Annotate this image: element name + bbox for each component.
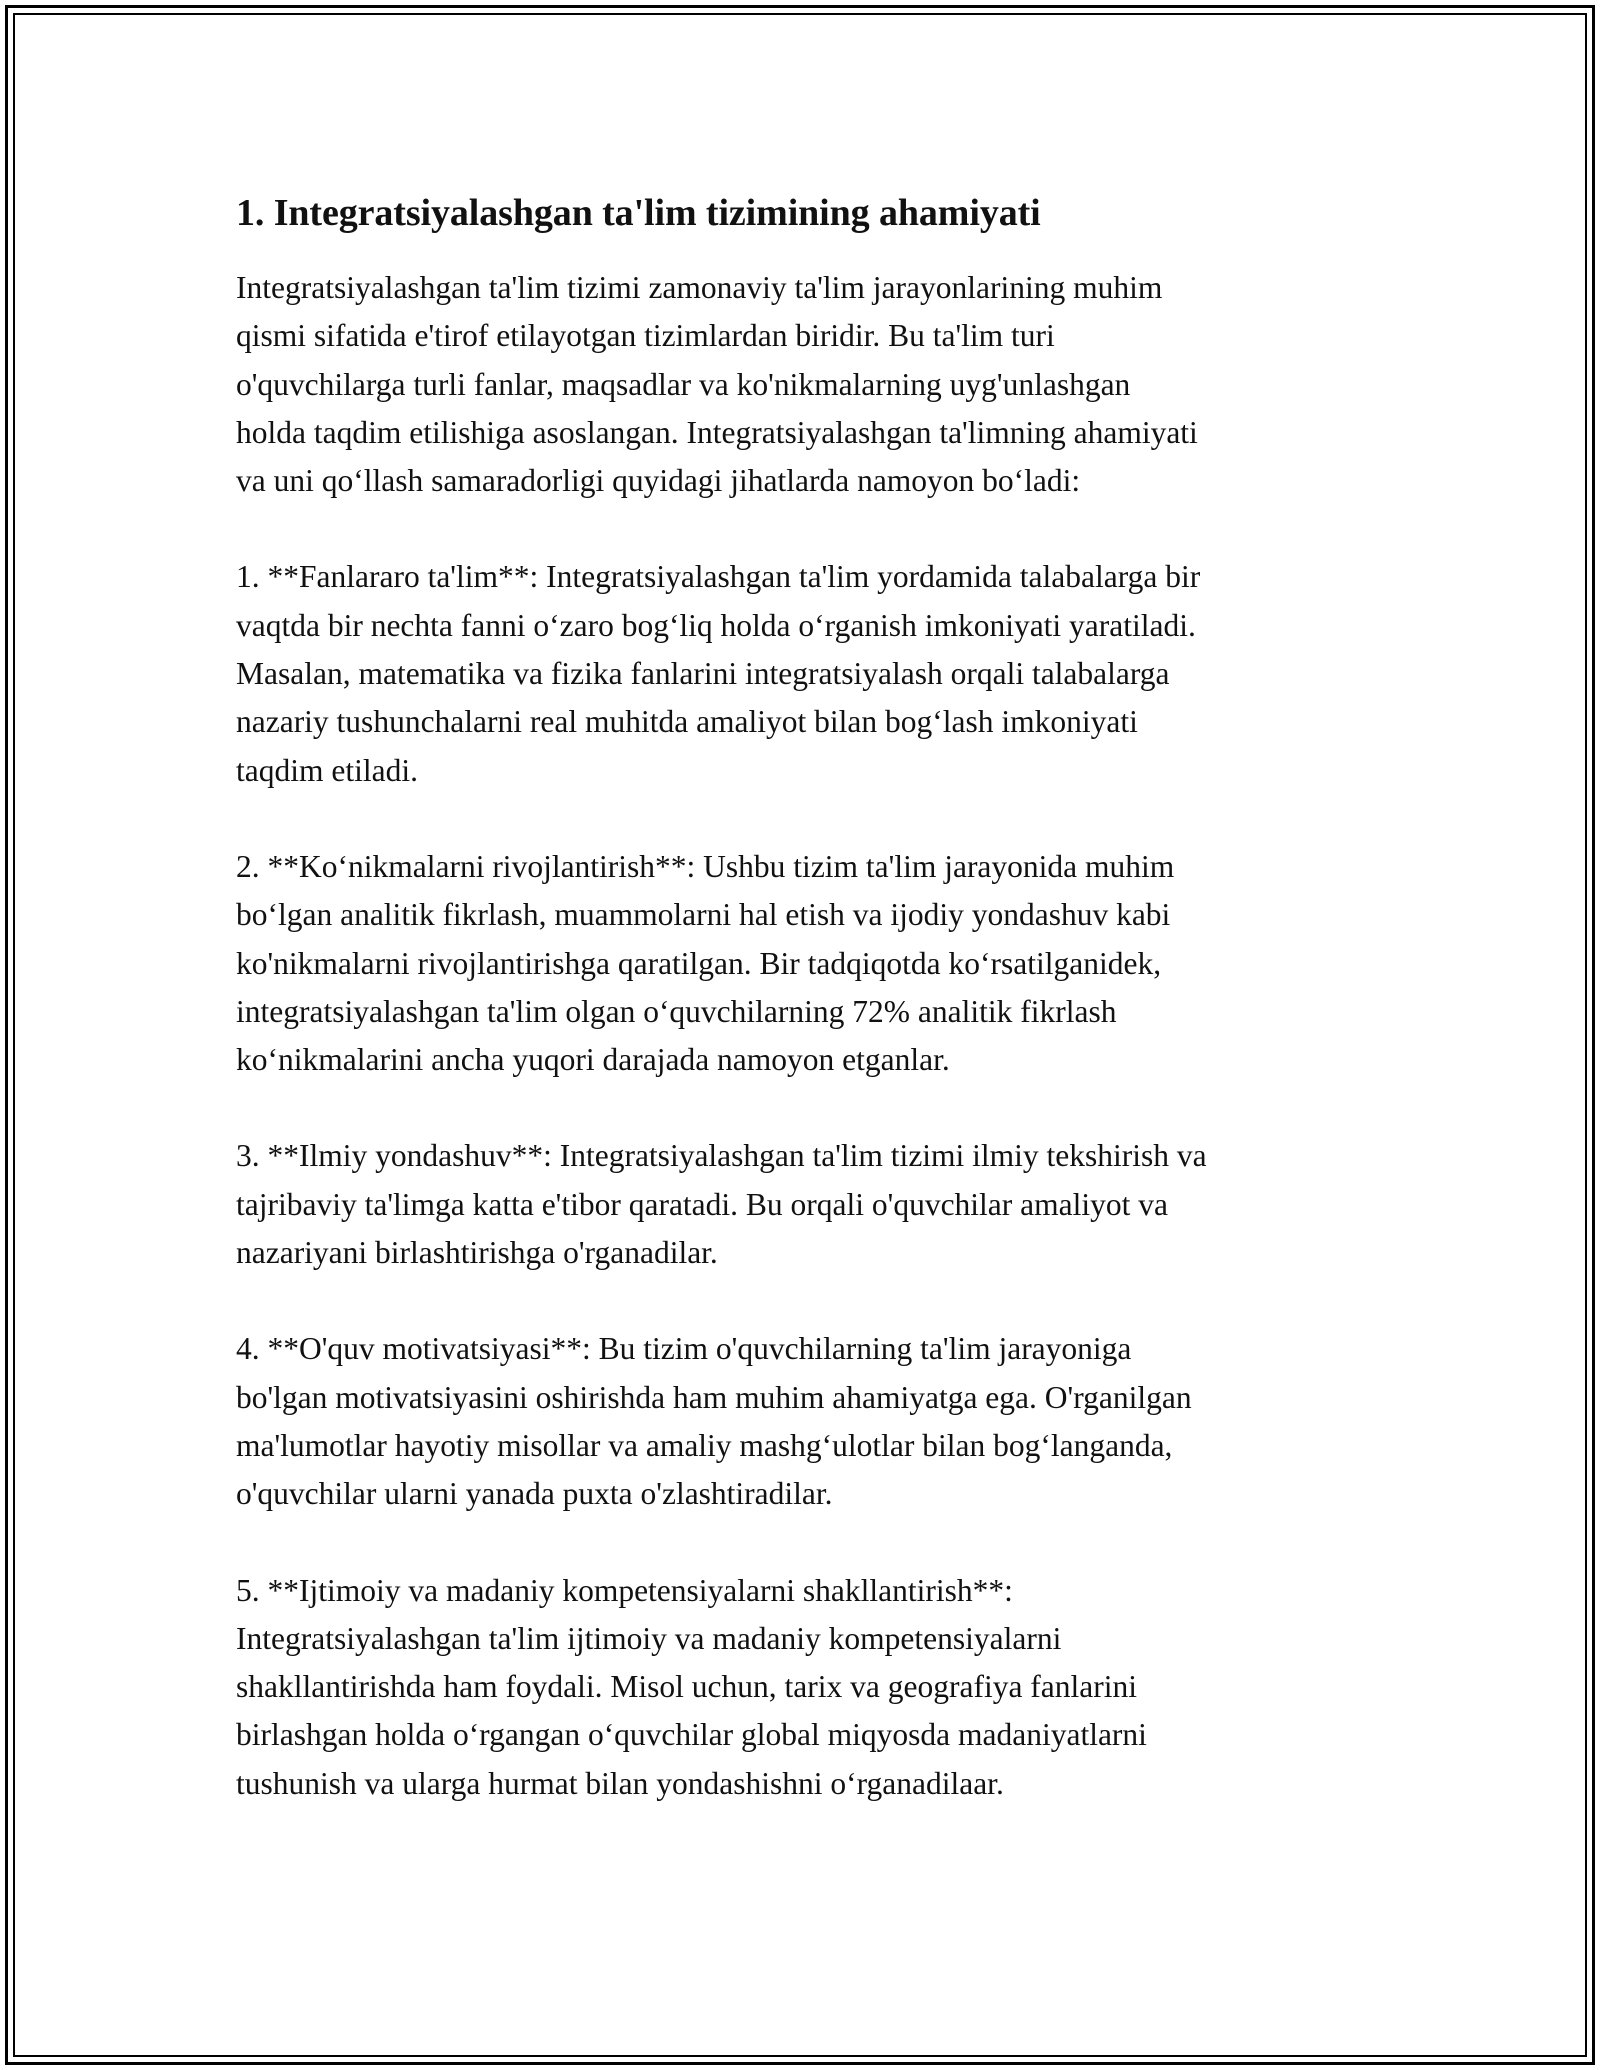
text-line: bo‘lgan analitik fikrlash, muammolarni hal etish va ijodiy yondashuv kabi (236, 897, 1171, 933)
text-line: 2. **Ko‘nikmalarni rivojlantirish**: Ushbu tizim ta'lim jarayonida muhim (236, 848, 1175, 884)
text-line: bo'lgan motivatsiyasini oshirishda ham muhim ahamiyatga ega. O'rganilgan (236, 1379, 1192, 1415)
text-line: holda taqdim etilishiga asoslangan. Integratsiyalashgan ta'limning ahamiyati (236, 414, 1198, 450)
text-line: tajribaviy ta'limga katta e'tibor qaratadi. Bu orqali o'quvchilar amaliyot va (236, 1186, 1168, 1222)
paragraph-gap (236, 1084, 1376, 1132)
text-line: 3. **Ilmiy yondashuv**: Integratsiyalashgan ta'lim tizimi ilmiy tekshirish va (236, 1138, 1207, 1174)
text-line: Masalan, matematika va fizika fanlarini integratsiyalash orqali talabalarga (236, 656, 1170, 692)
text-line: 1. **Fanlararo ta'lim**: Integratsiyalashgan ta'lim yordamida talabalarga bir (236, 559, 1201, 595)
paragraph (236, 1567, 1376, 1808)
paragraph (236, 264, 1376, 505)
paragraph-gap (236, 1519, 1376, 1567)
text-line: ma'lumotlar hayotiy misollar va amaliy mashg‘ulotlar bilan bog‘langanda, (236, 1427, 1173, 1463)
text-line: tushunish va ularga hurmat bilan yondashishni o‘rganadilaar. (236, 1765, 1004, 1801)
text-line: va uni qo‘llash samaradorligi quyidagi jihatlarda namoyon bo‘ladi: (236, 463, 1081, 499)
text-line: integratsiyalashgan ta'lim olgan o‘quvchilarning 72% analitik fikrlash (236, 993, 1117, 1029)
text-line: 4. **O'quv motivatsiyasi**: Bu tizim o'quvchilarning ta'lim jarayoniga (236, 1331, 1132, 1367)
text-line: nazariyani birlashtirishga o'rganadilar. (236, 1235, 718, 1271)
text-line: birlashgan holda o‘rgangan o‘quvchilar global miqyosda madaniyatlarni (236, 1717, 1147, 1753)
text-line: vaqtda bir nechta fanni o‘zaro bog‘liq holda o‘rganish imkoniyati yaratiladi. (236, 607, 1196, 643)
text-line: 5. **Ijtimoiy va madaniy kompetensiyalarni shakllantirish**: (236, 1572, 1013, 1608)
paragraph-gap (236, 505, 1376, 553)
section-heading: 1. Integratsiyalashgan ta'lim tizimining ahamiyati (236, 192, 1041, 234)
text-line: Integratsiyalashgan ta'lim ijtimoiy va madaniy kompetensiyalarni (236, 1620, 1062, 1656)
paragraph (236, 843, 1376, 1084)
document-body (236, 188, 1376, 1808)
paragraph (236, 1132, 1376, 1277)
text-line: qismi sifatida e'tirof etilayotgan tizimlardan biridir. Bu ta'lim turi (236, 318, 1055, 354)
text-line: shakllantirishda ham foydali. Misol uchun, tarix va geografiya fanlarini (236, 1669, 1137, 1705)
paragraph (236, 553, 1376, 794)
text-line: Integratsiyalashgan ta'lim tizimi zamonaviy ta'lim jarayonlarining muhim (236, 270, 1163, 305)
paragraph (236, 1325, 1376, 1518)
text-line: nazariy tushunchalarni real muhitda amaliyot bilan bog‘lash imkoniyati (236, 704, 1138, 740)
text-line: taqdim etiladi. (236, 752, 418, 788)
text-line: ko'nikmalarni rivojlantirishga qaratilgan. Bir tadqiqotda ko‘rsatilganidek, (236, 945, 1162, 981)
text-line: o'quvchilar ularni yanada puxta o'zlashtiradilar. (236, 1476, 833, 1512)
paragraph-gap (236, 1277, 1376, 1325)
text-line: ko‘nikmalarini ancha yuqori darajada namoyon etganlar. (236, 1042, 950, 1078)
paragraph-gap (236, 795, 1376, 843)
paragraph-list (236, 264, 1376, 1808)
text-line: o'quvchilarga turli fanlar, maqsadlar va ko'nikmalarning uyg'unlashgan (236, 366, 1131, 402)
